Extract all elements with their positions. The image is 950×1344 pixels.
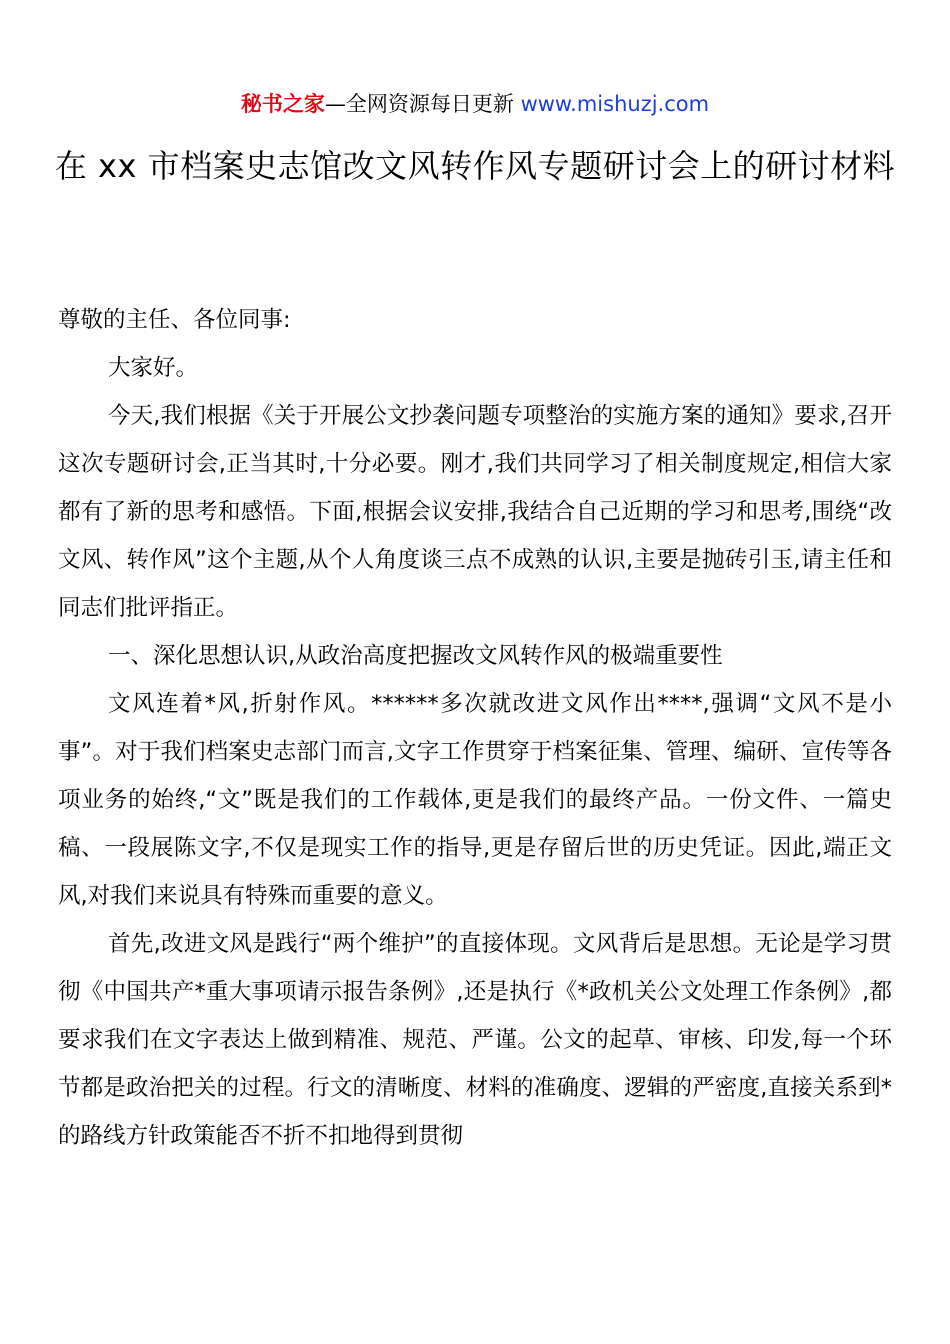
salutation: 尊敬的主任、各位同事: <box>58 307 291 333</box>
site-url-link[interactable]: www.mishuzj.com <box>520 92 710 116</box>
paragraph-intro: 今天,我们根据《关于开展公文抄袭问题专项整治的实施方案的通知》要求,召开这次专题研讨会,正当其时,十分必要。刚才,我们共同学习了相关制度规定,相信大家都有了新的思考和感悟。下面,根据会议安排,我结合自己近期的学习和思考,围绕“改文风、转作风”这个主题,从个人角度谈三点不成熟的认识,主要是抛砖引玉,请主任和同志们批评指正。 <box>58 403 892 621</box>
document-title: 在 xx 市档案史志馆改文风转作风专题研讨会上的研讨材料 <box>54 147 896 185</box>
section-heading-1: 一、深化思想认识,从政治高度把握改文风转作风的极端重要性 <box>108 643 723 669</box>
header-tagline: —全网资源每日更新 <box>324 92 521 116</box>
paragraph-body: 文风连着*风,折射作风。******多次就改进文风作出****,强调“文风不是小事”。对于我们档案史志部门而言,文字工作贯穿于档案征集、管理、编研、宣传等各项业务的始终,“文”既是我们的工作载体,更是我们的最终产品。一份文件、一篇史稿、一段展陈文字,不仅是现实工作的指导,更是存留后世的历史凭证。因此,端正文风,对我们来说具有特殊而重要的意义。 <box>58 691 892 909</box>
document-body <box>58 296 892 1160</box>
paragraph-greeting: 大家好。 <box>108 355 199 381</box>
paragraph-body: 首先,改进文风是践行“两个维护”的直接体现。文风背后是思想。无论是学习贯彻《中国共产*重大事项请示报告条例》,还是执行《*政机关公文处理工作条例》,都要求我们在文字表达上做到精准、规范、严谨。公文的起草、审核、印发,每一个环节都是政治把关的过程。行文的清晰度、材料的准确度、逻辑的严密度,直接关系到*的路线方针政策能否不折不扣地得到贯彻 <box>58 931 892 1149</box>
brand-name: 秘书之家 <box>240 92 325 116</box>
site-header <box>0 88 950 120</box>
